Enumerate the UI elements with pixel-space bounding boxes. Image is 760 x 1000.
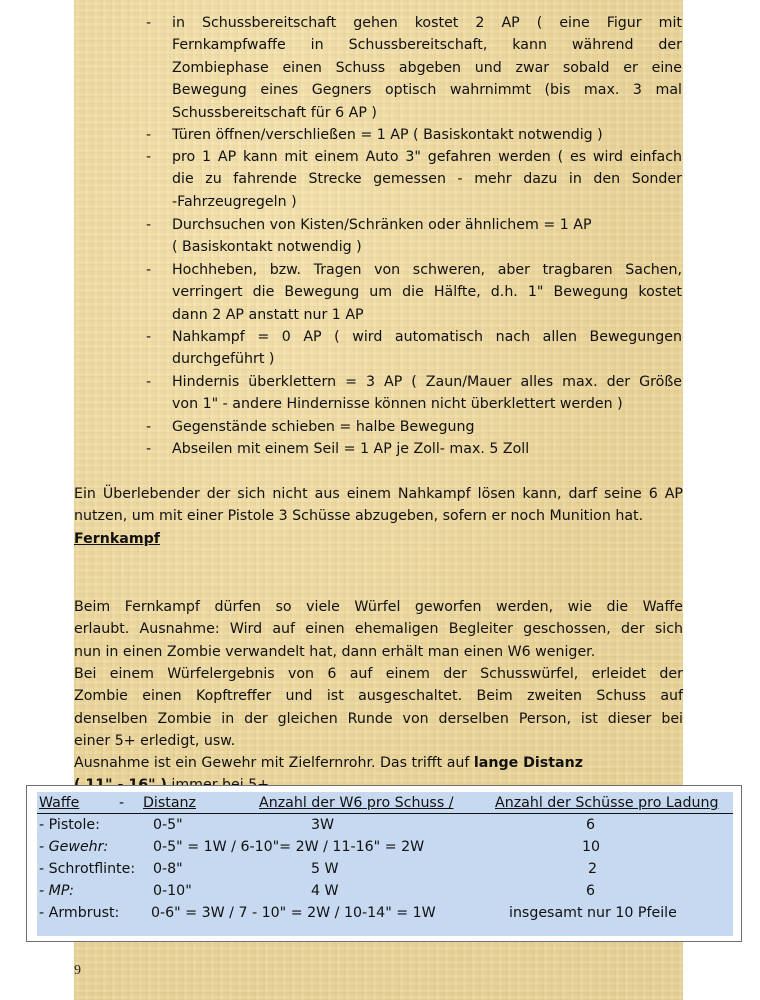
section-heading-fernkampf: Fernkampf — [74, 531, 160, 547]
bullet-dash: - — [146, 441, 152, 457]
cell-weapon: - Gewehr: — [39, 839, 109, 855]
cell-distance: 0-10" — [153, 883, 192, 899]
bullet-dash: - — [146, 149, 152, 165]
cell-shots: insgesamt nur 10 Pfeile — [509, 905, 677, 921]
long-range-label: lange Distanz — [473, 755, 583, 771]
list-item-line: Türen öffnen/verschließen = 1 AP ( Basiskontakt notwendig ) — [172, 127, 603, 143]
list-item-line: Bewegung eines Gegners optisch wahrnimmt (bis max. 3 mal — [172, 82, 682, 99]
paragraph-line: erlaubt. Ausnahme: Wird auf einen ehemaligen Begleiter geschossen, der sich — [74, 621, 683, 638]
list-item-line: Nahkampf = 0 AP ( wird automatisch nach allen Bewegungen — [172, 329, 682, 345]
bullet-dash: - — [146, 329, 152, 345]
list-item-line: in Schussbereitschaft gehen kostet 2 AP ( eine Figur mit — [172, 15, 682, 31]
header-weapon: Waffe — [39, 795, 80, 811]
list-item-line: von 1" - andere Hindernisse können nicht überklettert werden ) — [172, 396, 623, 413]
cell-distance: 0-5" = 1W / 6-10"= 2W / 11-16" = 2W — [153, 839, 425, 855]
page-number: 9 — [74, 963, 81, 978]
bullet-dash: - — [146, 374, 152, 390]
cell-weapon: - MP: — [39, 883, 74, 899]
weapon-table — [26, 785, 742, 942]
list-item-line: Zombiephase einen Schuss abgeben und zwar sobald er eine — [172, 59, 682, 76]
list-item-line: Schussbereitschaft für 6 AP ) — [172, 104, 377, 121]
cell-dice: 5 W — [311, 861, 339, 877]
cell-distance: 0-5" — [153, 817, 183, 833]
list-item-line: Fernkampfwaffe in Schussbereitschaft, kann während der — [172, 37, 682, 54]
list-item-line: Hindernis überklettern = 3 AP ( Zaun/Mauer alles max. der Größe — [172, 374, 682, 390]
cell-dice: 4 W — [311, 883, 339, 899]
header-distance: Distanz — [143, 795, 196, 811]
cell-shots: 6 — [586, 817, 596, 833]
cell-shots: 10 — [582, 839, 601, 855]
bullet-dash: - — [146, 217, 152, 233]
list-item-line: pro 1 AP kann mit einem Auto 3" gefahren werden ( es wird einfach — [172, 149, 682, 165]
cell-distance: 0-8" — [153, 861, 183, 877]
paragraph-line: nun in einen Zombie verwandelt hat, dann erhält man einen W6 weniger. — [74, 643, 596, 660]
paragraph-line: Ein Überlebender der sich nicht aus einem Nahkampf lösen kann, darf seine 6 AP — [74, 486, 683, 502]
list-item-line: Abseilen mit einem Seil = 1 AP je Zoll- max. 5 Zoll — [172, 441, 530, 457]
header-separator: - — [119, 795, 125, 811]
list-item-line: Gegenstände schieben = halbe Bewegung — [172, 419, 475, 435]
paragraph-line: Bei einem Würfelergebnis von 6 auf einem der Schusswürfel, erleidet der — [74, 666, 683, 682]
cell-weapon: - Schrotflinte: — [39, 861, 136, 877]
ranged-paragraph-1 — [74, 596, 683, 663]
list-item-line: dann 2 AP anstatt nur 1 AP — [172, 306, 364, 323]
header-dice-per-shot: Anzahl der W6 pro Schuss / — [259, 795, 454, 811]
cell-shots: 2 — [588, 861, 598, 877]
paragraph-line: einer 5+ erledigt, usw. — [74, 733, 236, 750]
bullet-dash: - — [146, 262, 152, 278]
cell-shots: 6 — [586, 883, 596, 899]
bullet-dash: - — [146, 419, 152, 435]
paragraph-line: Beim Fernkampf dürfen so viele Würfel geworfen werden, wie die Waffe — [74, 599, 683, 615]
list-item-line: die zu fahrende Strecke gemessen - mehr dazu in den Sonder — [172, 171, 682, 188]
cell-weapon: - Pistole: — [39, 817, 100, 833]
bullet-dash: - — [146, 127, 152, 143]
paragraph-line: nutzen, um mit einer Pistole 3 Schüsse abzugeben, sofern er noch Munition hat. — [74, 508, 644, 525]
list-item-line: verringert die Bewegung um die Hälfte, d.h. 1" Bewegung kostet — [172, 284, 682, 301]
paragraph-line: Zombie einen Kopftreffer und ist ausgeschaltet. Beim zweiten Schuss auf — [74, 688, 683, 705]
weapon-table-body — [37, 792, 733, 936]
list-item-line: Durchsuchen von Kisten/Schränken oder ähnlichem = 1 AP — [172, 217, 592, 233]
list-item-line: durchgeführt ) — [172, 351, 275, 368]
paragraph-line: denselben Zombie in der gleichen Runde von derselben Person, ist dieser bei — [74, 710, 683, 727]
list-item-line: Hochheben, bzw. Tragen von schweren, aber tragbaren Sachen, — [172, 262, 682, 278]
paragraph-line: Ausnahme ist ein Gewehr mit Zielfernrohr. Das trifft auf lange Distanz — [74, 755, 583, 771]
ranged-paragraph-2 — [74, 663, 683, 753]
bullet-dash: - — [146, 15, 152, 31]
cell-distance: 0-6" = 3W / 7 - 10" = 2W / 10-14" = 1W — [151, 905, 436, 921]
list-item-line: ( Basiskontakt notwendig ) — [172, 239, 362, 256]
header-underline — [37, 813, 733, 814]
header-shots-per-load: Anzahl der Schüsse pro Ladung — [495, 795, 719, 811]
cell-weapon: - Armbrust: — [39, 905, 120, 921]
melee-paragraph — [74, 483, 683, 528]
list-item-line: -Fahrzeugregeln ) — [172, 193, 297, 210]
cell-dice: 3W — [311, 817, 335, 833]
